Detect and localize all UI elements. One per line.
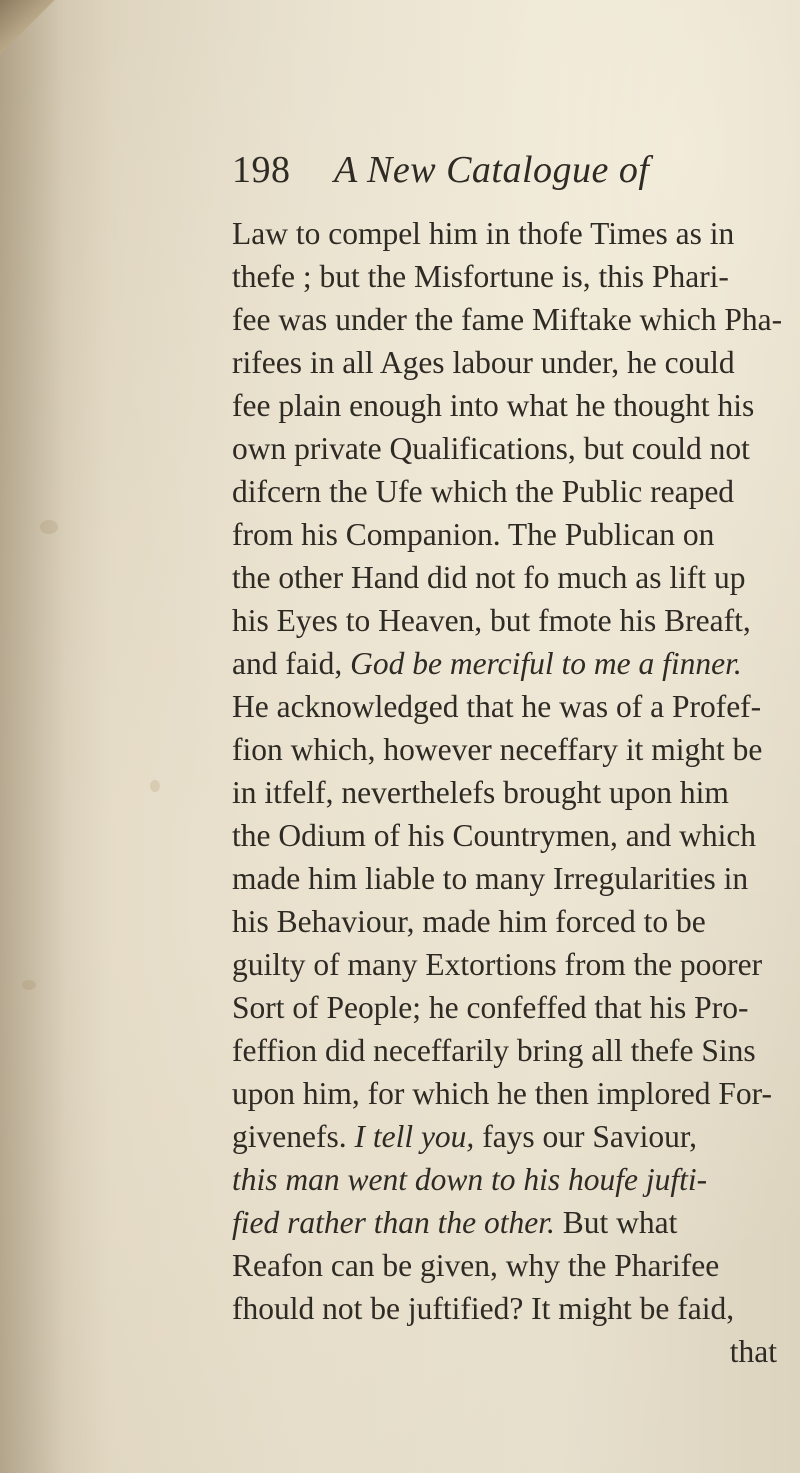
text-line: [232, 1158, 800, 1201]
text-segment: givenefs.: [232, 1119, 355, 1154]
text-segment: thefe ; but the Misfortune is, this Phari-: [232, 259, 729, 294]
gutter-shadow: [0, 0, 110, 1473]
text-segment: from his Companion. The Publican on: [232, 517, 715, 552]
text-line: [232, 427, 800, 470]
text-line: [232, 1287, 800, 1330]
text-segment: his Behaviour, made him forced to be: [232, 904, 706, 939]
text-line: [232, 1072, 800, 1115]
text-line: [232, 642, 800, 685]
text-line: [232, 470, 800, 513]
italic-text: this man went down to his houfe jufti-: [232, 1162, 708, 1197]
foxing-spot: [150, 780, 160, 792]
text-line: [232, 1330, 800, 1373]
text-segment: the other Hand did not fo much as lift up: [232, 560, 746, 595]
text-segment: in itfelf, neverthelefs brought upon him: [232, 775, 729, 810]
text-line: [232, 986, 800, 1029]
text-line: [232, 599, 800, 642]
text-segment: feffion did neceffarily bring all thefe Sins: [232, 1033, 756, 1068]
text-line: [232, 255, 800, 298]
text-segment: rifees in all Ages labour under, he could: [232, 345, 735, 380]
italic-text: fied rather than the other.: [232, 1205, 555, 1240]
foxing-spot: [22, 980, 36, 990]
text-segment: that: [729, 1334, 777, 1369]
text-segment: his Eyes to Heaven, but fmote his Breaft,: [232, 603, 751, 638]
running-title: A New Catalogue of: [334, 149, 650, 191]
text-line: [232, 1201, 800, 1244]
text-segment: upon him, for which he then implored For-: [232, 1076, 773, 1111]
text-segment: Reafon can be given, why the Pharifee: [232, 1248, 720, 1283]
text-line: [232, 814, 800, 857]
text-segment: fion which, however neceffary it might be: [232, 732, 763, 767]
text-segment: made him liable to many Irregularities in: [232, 861, 749, 896]
text-line: [232, 298, 800, 341]
text-line: [232, 857, 800, 900]
text-line: [232, 384, 800, 427]
text-line: [232, 771, 800, 814]
text-line: [232, 1244, 800, 1287]
text-segment: fhould not be juftified? It might be faid,: [232, 1291, 735, 1326]
text-line: [232, 728, 800, 771]
text-line: [232, 1115, 800, 1158]
text-segment: difcern the Ufe which the Public reaped: [232, 474, 735, 509]
text-line: [232, 212, 800, 255]
text-line: [232, 900, 800, 943]
foxing-spot: [40, 520, 58, 534]
text-line: [232, 1029, 800, 1072]
text-segment: and faid,: [232, 646, 351, 681]
text-segment: Law to compel him in thofe Times as in: [232, 216, 735, 251]
text-segment: the Odium of his Countrymen, and which: [232, 818, 757, 853]
text-line: [232, 685, 800, 728]
text-segment: Sort of People; he confeffed that his Pro-: [232, 990, 749, 1025]
text-line: [232, 556, 800, 599]
text-segment: fays our Saviour,: [474, 1119, 698, 1154]
text-line: [232, 943, 800, 986]
text-segment: But what: [554, 1205, 678, 1240]
italic-text: God be merciful to me a finner.: [350, 646, 742, 681]
page-number: 198: [232, 149, 291, 191]
text-line: [232, 513, 800, 556]
text-segment: He acknowledged that he was of a Profef-: [232, 689, 762, 724]
text-segment: fee plain enough into what he thought his: [232, 388, 755, 423]
text-segment: own private Qualifications, but could not: [232, 431, 750, 466]
text-line: [232, 341, 800, 384]
torn-corner: [0, 0, 60, 60]
running-header: [232, 148, 649, 192]
text-segment: fee was under the fame Miftake which Pha-: [232, 302, 783, 337]
italic-text: I tell you,: [354, 1119, 475, 1154]
body-text: [232, 212, 800, 1373]
text-segment: guilty of many Extortions from the poorer: [232, 947, 763, 982]
